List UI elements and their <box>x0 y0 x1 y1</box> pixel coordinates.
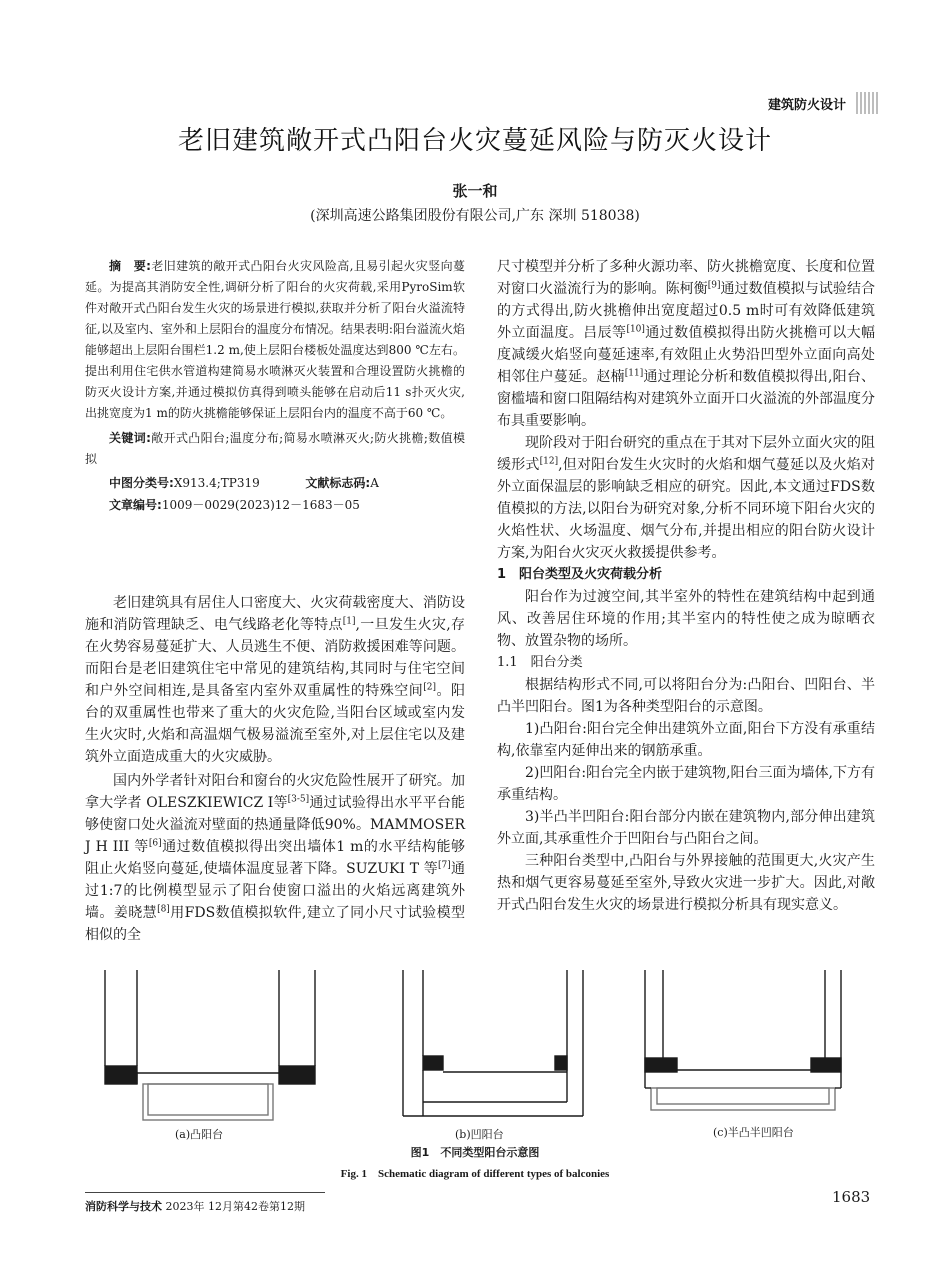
subcaption-b: (b)凹阳台 <box>455 1128 504 1141</box>
doc-code-value: A <box>370 476 379 490</box>
abstract-label: 摘 要: <box>109 259 151 273</box>
balcony-diagrams <box>85 970 880 1140</box>
article-number-label: 文章编号: <box>109 498 162 512</box>
text-run: ,但对阳台发生火灾时的火焰和烟气蔓延以及火焰对外立面保温层的影响缺乏相应的研究。因此,本文通过FDS数值模拟的方法,以阳台为研究对象,分析不同环境下阳台火灾的火焰性状、火场温度、烟气分布,并提出相应的阳台防火设计方案,为阳台火灾灭火救援提供参考。 <box>497 457 875 561</box>
citation-ref[interactable]: [6] <box>148 838 162 849</box>
footer-rule <box>85 1192 325 1193</box>
paragraph-conclusion: 三种阳台类型中,凸阳台与外界接触的范围更大,火灾产生热和烟气更容易蔓延至室外,导致火灾进一步扩大。因此,对敞开式凸阳台发生火灾的场景进行模拟分析具有现实意义。 <box>497 853 875 913</box>
text-run: 通过1:7的比例模型显示了阳台使窗口溢出的火焰远离建筑外墙。姜晓慧 <box>85 861 466 921</box>
abstract <box>85 256 465 424</box>
diagram-concave-balcony <box>403 970 583 1116</box>
section-tag <box>760 92 878 114</box>
author-name: 张一和 <box>452 182 498 200</box>
section-heading-1-1: 1.1 阳台分类 <box>497 655 583 670</box>
text-run: 。阳台的双重属性也带来了重大的火灾危险,当阳台区域或室内发生火灾时,火焰和高温烟气极易溢流至室外,对上层住宅以及建筑外立面造成重大的火灾威胁。 <box>85 683 465 765</box>
text-run: 通过试验得出水平平台能够使窗口处火溢流对壁面的热通量降低90%。MAMMOSER J H III 等 <box>85 795 466 855</box>
paragraph-research-gap <box>497 432 875 564</box>
abstract-text: 老旧建筑的敞开式凸阳台火灾风险高,且易引起火灾竖向蔓延。为提高其消防安全性,调研分析了阳台的火灾荷载,采用PyroSim软件对敞开式凸阳台发生火灾的场景进行模拟,获取并分析了阳台火溢流特征,以及室内、室外和上层阳台的温度分布情况。结果表明:阳台溢流火焰能够超出上层阳台围栏1.2 m,使上层阳台楼板处温度达到800 ℃左右。提出利用住宅供水管道构建简易水喷淋灭火装置和合理设置防火挑檐的防灭火设计方案,并通过模拟仿真得到喷头能够在启动后11 s扑灭火灾,出挑宽度为1 m的防火挑檐能够保证上层阳台内的温度不高于60 ℃。 <box>85 259 465 420</box>
journal-issue: 2023年 12月第42卷第12期 <box>162 1200 305 1213</box>
abstract-block <box>85 256 465 516</box>
citation-ref[interactable]: [9] <box>707 280 721 291</box>
classification-line <box>85 472 465 494</box>
list-item-convex: 1)凸阳台:阳台完全伸出建筑外立面,阳台下方没有承重结构,依靠室内延伸出来的钢筋承重。 <box>497 721 875 759</box>
list-item-semi: 3)半凸半凹阳台:阳台部分内嵌在建筑物内,部分伸出建筑外立面,其承重性介于凹阳台与凸阳台之间。 <box>497 809 875 847</box>
text-run: 通过数值模拟得出防火挑檐可以大幅度减缓火焰竖向蔓延速率,有效阻止火势沿凹型外立面向高处相邻住户蔓延。赵楠 <box>497 325 876 385</box>
keywords-label: 关键词: <box>109 431 151 445</box>
subcaption-a: (a)凸阳台 <box>175 1128 224 1141</box>
citation-ref[interactable]: [12] <box>539 456 559 467</box>
figure-caption-cn: 图1 不同类型阳台示意图 <box>410 1146 540 1159</box>
subcaption-c: (c)半凸半凹阳台 <box>713 1126 794 1139</box>
text-run: 通过理论分析和数值模拟得出,阳台、窗槛墙和窗口阻隔结构对建筑外立面开口火溢流的外部温度分布具重要影响。 <box>497 369 876 429</box>
citation-ref[interactable]: [11] <box>624 368 644 379</box>
citation-ref[interactable]: [10] <box>626 324 645 335</box>
page-number: 1683 <box>832 1188 871 1206</box>
text-run: 通过数值模拟得出突出墙体1 m的水平结构能够阻止火焰竖向蔓延,使墙体温度显著下降。SUZUKI T 等 <box>85 839 465 877</box>
paragraph-balcony-role: 阳台作为过渡空间,其半室外的特性在建筑结构中起到通风、改善居住环境的作用;其半室内的特性使之成为晾晒衣物、放置杂物的场所。 <box>497 589 875 649</box>
diagram-semi-balcony <box>645 970 841 1110</box>
article-number-line <box>85 494 465 516</box>
article-number-value: 1009－0029(2023)12－1683－05 <box>161 498 360 512</box>
text-run: 国内外学者针对阳台和窗台的火灾危险性展开了研究。加拿大学者 OLESZKIEWICZ I等 <box>85 773 465 811</box>
paragraph-classification: 根据结构形式不同,可以将阳台分为:凸阳台、凹阳台、半凸半凹阳台。图1为各种类型阳台的示意图。 <box>497 677 875 715</box>
citation-ref[interactable]: [7] <box>438 860 451 871</box>
doc-code-label: 文献标志码: <box>305 476 371 490</box>
text-run: 老旧建筑具有居住人口密度大、火灾荷载密度大、消防设施和消防管理缺乏、电气线路老化等特点 <box>85 595 465 633</box>
keywords <box>85 428 465 470</box>
paragraph-intro-2 <box>85 770 465 946</box>
diagram-convex-balcony <box>105 970 315 1120</box>
section-tag-label: 建筑防火设计 <box>768 97 847 113</box>
article-title: 老旧建筑敞开式凸阳台火灾蔓延风险与防灭火设计 <box>177 126 772 156</box>
right-column <box>497 256 875 916</box>
list-item-concave: 2)凹阳台:阳台完全内嵌于建筑物,阳台三面为墙体,下方有承重结构。 <box>497 765 875 803</box>
keywords-text: 敞开式凸阳台;温度分布;简易水喷淋灭火;防火挑檐;数值模拟 <box>85 431 465 466</box>
citation-ref[interactable]: [1] <box>342 616 356 627</box>
author-affiliation: (深圳高速公路集团股份有限公司,广东 深圳 518038) <box>310 208 640 224</box>
citation-ref[interactable]: [3-5] <box>287 794 310 805</box>
citation-ref[interactable]: [8] <box>157 904 170 915</box>
text-run: 通过数值模拟与试验结合的方式得出,防火挑檐伸出宽度超过0.5 m时可有效降低建筑外立面温度。吕辰等 <box>497 281 876 341</box>
paragraph-lit-review <box>497 256 875 432</box>
text-run: 现阶段对于阳台研究的重点在于其对下层外立面火灾的阻缓形式 <box>497 435 875 473</box>
left-column <box>85 592 465 946</box>
journal-footer <box>85 1198 305 1214</box>
text-run: ,一旦发生火灾,存在火势容易蔓延扩大、人员逃生不便、消防救援困难等问题。而阳台是老旧建筑住宅中常见的建筑结构,其同时与住宅空间和户外空间相连,是具备室内室外双重属性的特殊空间 <box>85 617 465 699</box>
figure-caption-en: Fig. 1 Schematic diagram of different types of balconies <box>340 1168 610 1180</box>
clc-label: 中图分类号: <box>109 476 174 490</box>
text-run: 尺寸模型并分析了多种火源功率、防火挑檐宽度、长度和位置对窗口火溢流行为的影响。陈柯衡 <box>497 259 875 297</box>
journal-name: 消防科学与技术 <box>85 1200 162 1213</box>
text-run: 用FDS数值模拟软件,建立了同小尺寸试验模型相似的全 <box>85 905 466 943</box>
section-tag-stripes <box>856 92 878 114</box>
citation-ref[interactable]: [2] <box>423 682 437 693</box>
section-heading-1: 1 阳台类型及火灾荷载分析 <box>497 567 663 582</box>
paragraph-intro-1 <box>85 592 465 768</box>
clc-value: X913.4;TP319 <box>173 476 260 490</box>
